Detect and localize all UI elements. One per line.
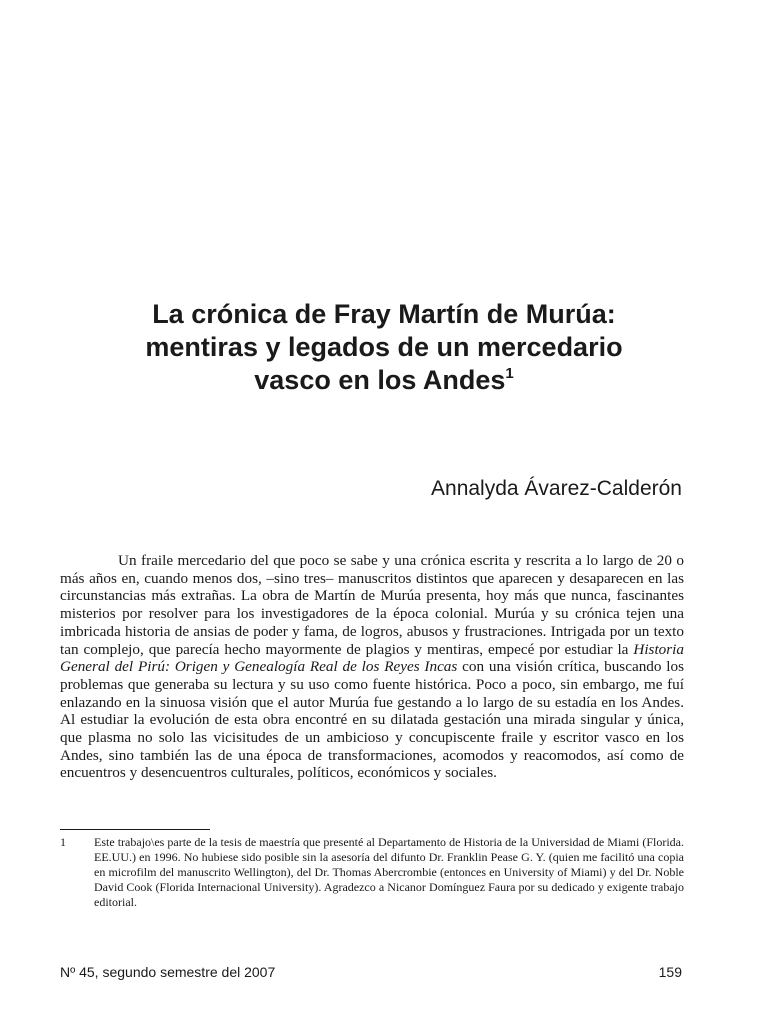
title-line-2: mentiras y legados de un mercedario xyxy=(145,332,623,362)
footnote-number: 1 xyxy=(60,835,66,849)
book-title-italic: Historia General del Pirú: Origen y Genealogía Real de los Reyes Incas xyxy=(60,640,684,676)
footnote-text: Este trabajo\es parte de la tesis de maestría que presenté al Departamento de Historia de la Universidad de Miami (Florida. EE.UU.) en 1996. No hubiese sido posible sin la asesoría del difunto Dr. Franklin Pease G. Y. (quien me facilitó una copia en microfilm del manuscrito Wellington), del Dr. Thomas Abercrombie (entonces en University of Miami) y del Dr. Noble David Cook (Florida Internacional University). Agradezco a Nicanor Domínguez Faura por su dedicado y exigente trabajo editorial. xyxy=(94,835,684,909)
author-name: Annalyda Ávarez-Calderón xyxy=(431,477,682,500)
journal-issue: Nº 45, segundo semestre del 2007 xyxy=(60,964,276,980)
article-title xyxy=(60,298,708,397)
footnote-divider xyxy=(60,829,210,830)
body-text-part-2: con una visión crítica, buscando los problemas que generaba su lectura y su uso como fuente histórica. Poco a poco, sin embargo, me fuí enlazando en la sinuosa visión que el autor Murúa fue gestando a lo largo de su estadía en los Andes. Al estudiar la evolución de esta obra encontré en su dilatada gestación una mirada singular y única, que plasma no solo las vicisitudes de un ambicioso y concupiscente fraile y escritor vasco en los Andes, sino también las de una época de transformaciones, acomodos y reacomodos, así como de encuentros y desencuentros culturales, políticos, económicos y sociales. xyxy=(60,658,685,782)
title-line-3-text: vasco en los Andes xyxy=(254,365,506,395)
footnote xyxy=(60,835,684,910)
title-line-1: La crónica de Fray Martín de Murúa: xyxy=(152,299,616,329)
body-text-part-1: Un fraile mercedario del que poco se sabe y una crónica escrita y rescrita a lo largo de 20 o más años en, cuando menos dos, –sino tres– manuscritos distintos que aparecen y desaparecen en las circunstancias más extrañas. La obra de Martín de Murúa presenta, hoy más que nunca, fascinantes misterios por resolver para los investigadores de la época colonial. Murúa y su crónica tejen una imbricada historia de ansias de poder y fama, de logros, abusos y frustraciones. Intrigada por un texto tan complejo, que parecía hecho mayormente de plagios y mentiras, empecé por estudiar la xyxy=(60,552,684,658)
page-number: 159 xyxy=(658,964,682,980)
body-paragraph xyxy=(60,552,684,782)
title-footnote-ref[interactable]: 1 xyxy=(505,365,514,382)
title-line-3 xyxy=(60,364,708,397)
